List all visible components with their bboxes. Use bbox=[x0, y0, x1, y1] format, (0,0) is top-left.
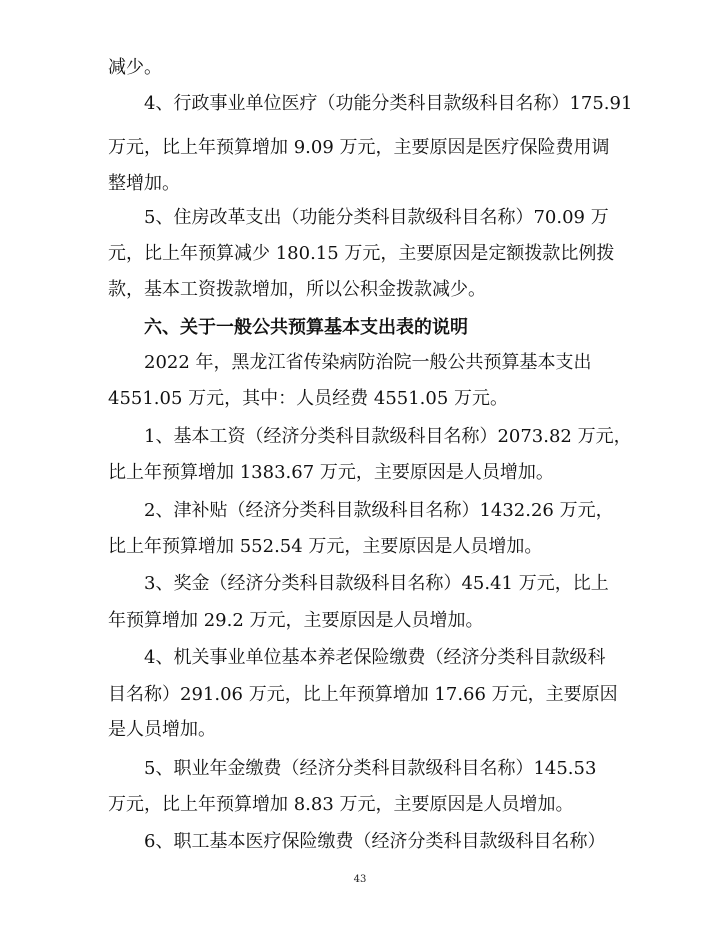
text-line: 万元，比上年预算增加 8.83 万元，主要原因是人员增加。 bbox=[108, 794, 574, 815]
text-line: 3、奖金（经济分类科目款级科目名称）45.41 万元，比上 bbox=[144, 573, 609, 594]
text-line: 4、机关事业单位基本养老保险缴费（经济分类科目款级科 bbox=[144, 647, 606, 668]
text-line: 万元，比上年预算增加 9.09 万元，主要原因是医疗保险费用调 bbox=[108, 137, 610, 158]
text-line: 比上年预算增加 552.54 万元，主要原因是人员增加。 bbox=[108, 536, 543, 557]
text-line: 2022 年，黑龙江省传染病防治院一般公共预算基本支出 bbox=[144, 352, 592, 373]
text-line: 4551.05 万元，其中：人员经费 4551.05 万元。 bbox=[108, 388, 509, 409]
text-line: 1、基本工资（经济分类科目款级科目名称）2073.82 万元， bbox=[144, 426, 632, 447]
text-line: 整增加。 bbox=[108, 173, 180, 194]
text-line: 6、职工基本医疗保险缴费（经济分类科目款级科目名称） bbox=[144, 831, 606, 852]
text-line: 款，基本工资拨款增加，所以公积金拨款减少。 bbox=[108, 279, 486, 300]
text-line: 是人员增加。 bbox=[108, 719, 216, 740]
text-line: 2、津补贴（经济分类科目款级科目名称）1432.26 万元， bbox=[144, 500, 614, 521]
section-heading: 六、关于一般公共预算基本支出表的说明 bbox=[144, 317, 468, 338]
text-line: 比上年预算增加 1383.67 万元，主要原因是人员增加。 bbox=[108, 462, 554, 483]
text-line: 减少。 bbox=[108, 57, 162, 78]
text-line: 4、行政事业单位医疗（功能分类科目款级科目名称）175.91 bbox=[144, 93, 633, 114]
text-line: 年预算增加 29.2 万元，主要原因是人员增加。 bbox=[108, 610, 484, 631]
text-line: 目名称）291.06 万元，比上年预算增加 17.66 万元，主要原因 bbox=[108, 684, 618, 705]
text-line: 5、职业年金缴费（经济分类科目款级科目名称）145.53 bbox=[144, 758, 597, 779]
page-number: 43 bbox=[353, 874, 367, 885]
text-line: 元，比上年预算减少 180.15 万元，主要原因是定额拨款比例拨 bbox=[108, 243, 615, 264]
text-line: 5、住房改革支出（功能分类科目款级科目名称）70.09 万 bbox=[144, 207, 609, 228]
